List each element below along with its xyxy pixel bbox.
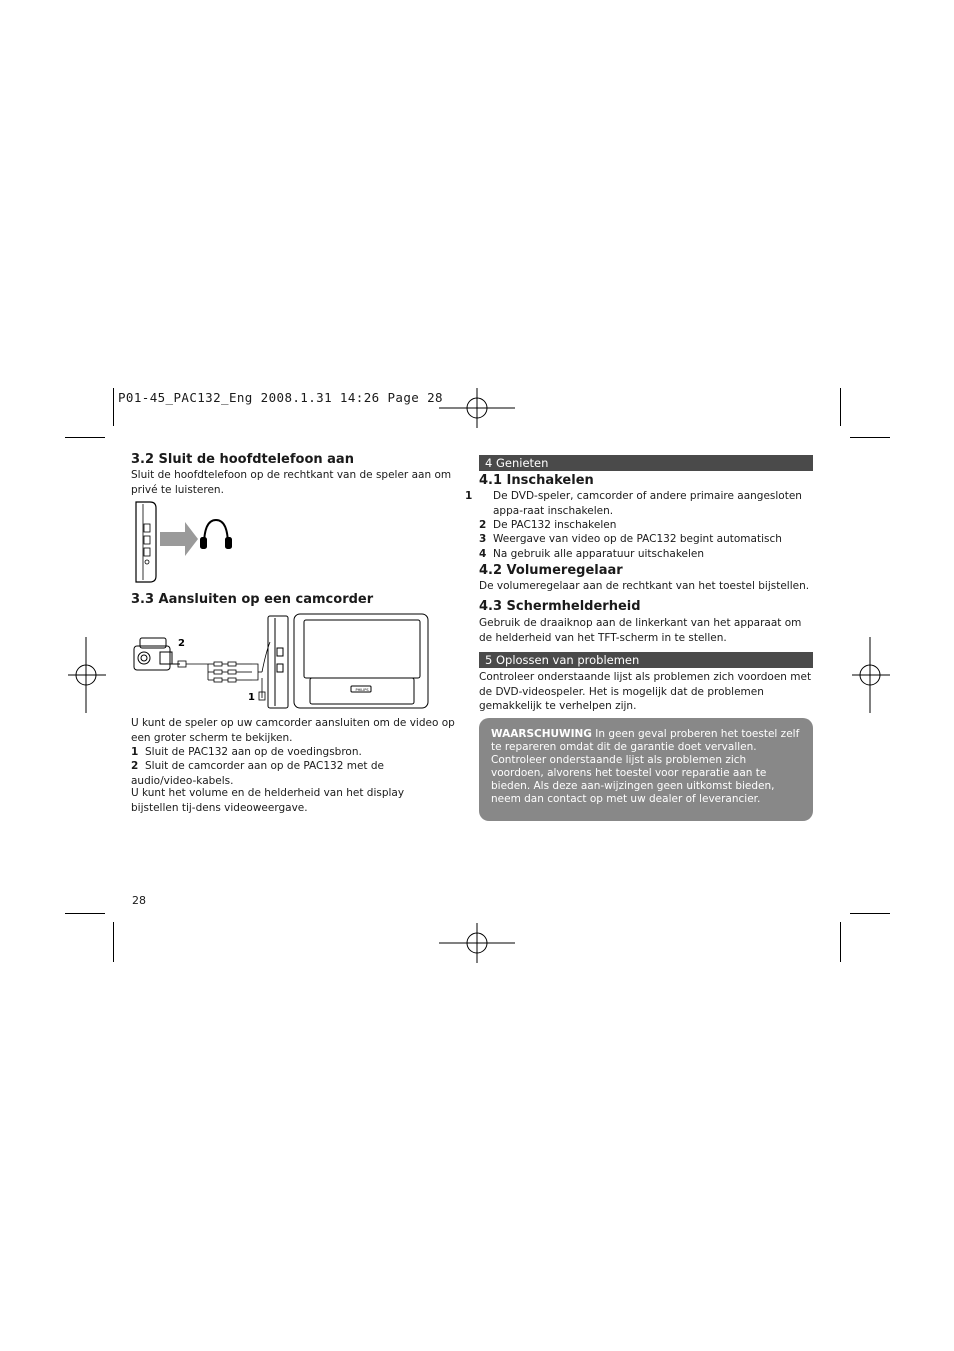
headphone-connection-illustration (130, 500, 240, 584)
chapter-bar-4: 4 Genieten (479, 455, 813, 471)
list-item: 4 Na gebruik alle apparatuur uitschakelen (479, 548, 705, 560)
headphones-icon (201, 520, 231, 548)
camcorder-icon (134, 638, 180, 670)
callout-label-2: 2 (178, 638, 185, 649)
player-icon (268, 614, 428, 708)
chapter-bar-5: 5 Oplossen van problemen (479, 652, 813, 668)
registration-mark-icon (439, 905, 515, 981)
registration-mark-icon (439, 370, 515, 446)
crop-mark (65, 913, 105, 914)
arrow-right-icon (160, 522, 198, 556)
section-heading-4-1: 4.1 Inschakelen (479, 473, 594, 488)
list-item: 1 Sluit de PAC132 aan op de voedingsbron. (131, 746, 362, 758)
warning-box (479, 718, 813, 821)
crop-mark (850, 913, 890, 914)
crop-mark (65, 437, 105, 438)
crop-mark (850, 437, 890, 438)
warning-label: WAARSCHUWING (491, 728, 592, 740)
list-item: 2 Sluit de camcorder aan op de PAC132 met de audio/video-kabels. (131, 760, 385, 787)
file-slug: P01-45_PAC132_Eng 2008.1.31 14:26 Page 28 (118, 390, 443, 405)
registration-mark-icon (48, 637, 124, 713)
player-side-icon (136, 502, 156, 582)
section-body-4-3: Gebruik de draaiknop aan de linkerkant van het apparaat om de helderheid van het TFT-scherm in te stellen. (479, 617, 802, 644)
section-heading-3-2: 3.2 Sluit de hoofdtelefoon aan (131, 452, 354, 467)
av-cable-icon (208, 642, 270, 700)
camcorder-connection-illustration (130, 612, 430, 712)
crop-mark (113, 922, 114, 962)
section-heading-4-3: 4.3 Schermhelderheid (479, 599, 641, 614)
section-body-4-2: De volumeregelaar aan de rechtkant van het toestel bijstellen. (479, 580, 810, 592)
section-intro-3-3: U kunt de speler op uw camcorder aansluiten om de video op een groter scherm te bekijken. (131, 717, 455, 744)
crop-mark (113, 388, 114, 426)
crop-mark (840, 388, 841, 426)
page-number: 28 (132, 894, 146, 907)
section-body-3-2: Sluit de hoofdtelefoon op de rechtkant van de speler aan om privé te luisteren. (131, 469, 452, 496)
registration-mark-icon (832, 637, 908, 713)
callout-label-1: 1 (248, 692, 255, 703)
section-heading-4-2: 4.2 Volumeregelaar (479, 563, 623, 578)
player-logo: PHILIPS (355, 688, 369, 692)
section-heading-3-3: 3.3 Aansluiten op een camcorder (131, 592, 374, 607)
crop-mark (840, 922, 841, 962)
section-body-5: Controleer onderstaande lijst als problemen zich voordoen met de DVD-videospeler. Het is mogelijk dat de problemen gemakkelijk te verhelpen zijn. (479, 671, 812, 712)
list-item: 1 De DVD-speler, camcorder of andere primaire aangesloten appa-raat inschakelen. (465, 490, 802, 517)
list-item: 3 Weergave van video op de PAC132 begint automatisch (479, 533, 782, 545)
section-outro-3-3: U kunt het volume en de helderheid van het display bijstellen tij-dens videoweergave. (131, 787, 405, 814)
list-item: 2 De PAC132 inschakelen (479, 519, 617, 531)
warning-text: In geen geval proberen het toestel zelf te repareren omdat dit de garantie doet vervallen. Controleer onderstaande lijst als problemen zich voordoen, alvorens het toestel voor reparatie aan te bieden. Als deze aan-wijzingen geen uitkomst bieden, neem dan contact op met uw dealer of leverancier. (491, 728, 800, 805)
